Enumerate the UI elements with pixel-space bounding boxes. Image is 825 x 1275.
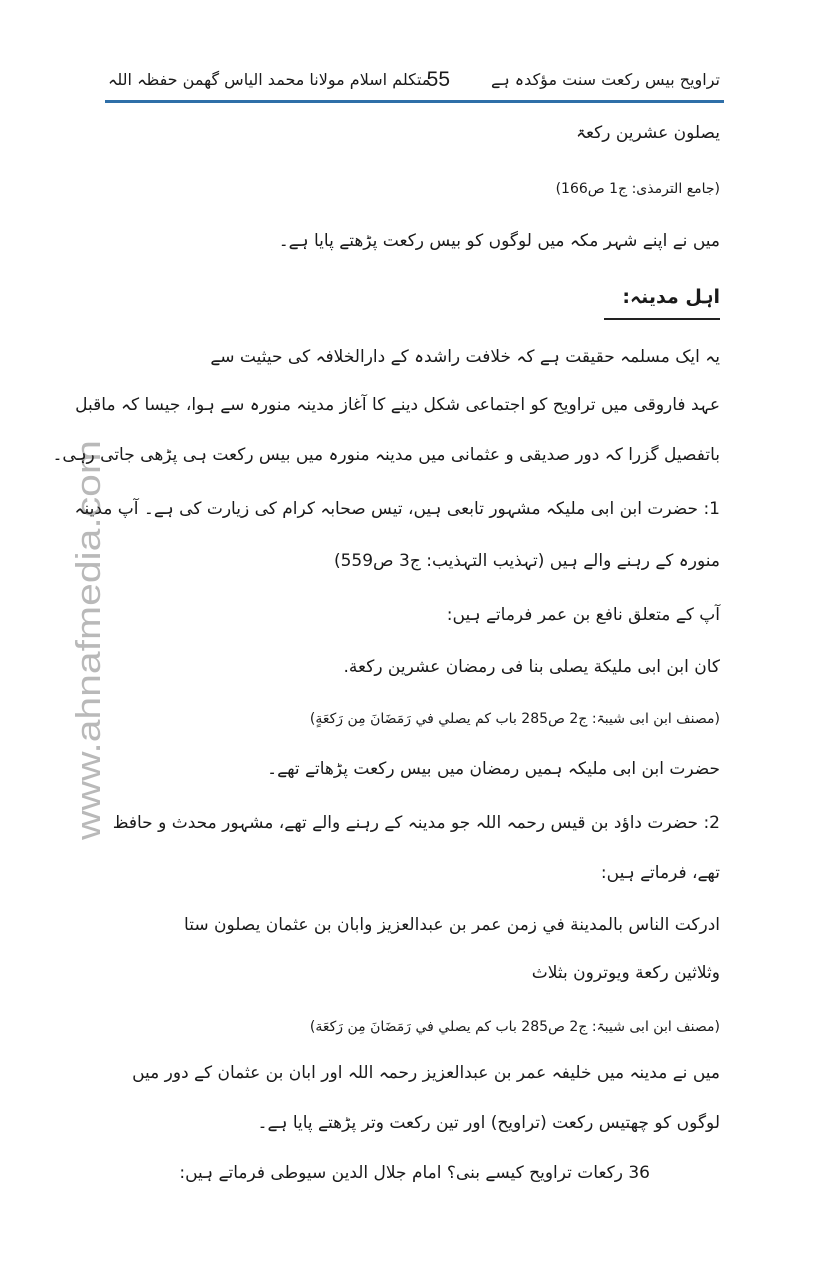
section-heading: اہل مدینہ: bbox=[622, 286, 720, 308]
watermark-text: www.ahnafmedia.com bbox=[70, 507, 108, 840]
reference: (جامع الترمذی: ج1 ص166) bbox=[555, 181, 720, 197]
paragraph-line: تھے، فرماتے ہیں: bbox=[600, 863, 720, 883]
arabic-text: ادركت الناس بالمدينة في زمن عمر بن عبدالعزيز وابان بن عثمان يصلون ستا bbox=[184, 915, 720, 935]
arabic-text: وثلاثين ركعة ويوترون بثلاث bbox=[531, 963, 720, 983]
reference: (مصنف ابن ابی شیبۃ: ج2 ص285 باب كم يصلي في رَمَضَانَ مِن رَكعَة) bbox=[309, 1019, 720, 1035]
paragraph-line: لوگوں کو چھتیس رکعت (تراویح) اور تین رکعت وتر پڑھتے پایا ہے۔ bbox=[257, 1113, 720, 1133]
paragraph-line: میں نے مدینہ میں خلیفہ عمر بن عبدالعزیز رحمہ اللہ اور ابان بن عثمان کے دور میں bbox=[132, 1063, 720, 1083]
running-header bbox=[108, 62, 720, 102]
paragraph-line: آپ کے متعلق نافع بن عمر فرماتے ہیں: bbox=[446, 605, 720, 625]
arabic-text: كان ابن ابی ملیكة يصلی بنا فی رمضان عشرين ركعة. bbox=[343, 657, 720, 677]
paragraph-line: عہد فاروقی میں تراویح کو اجتماعی شکل دینے کا آغاز مدینہ منورہ سے ہوا، جیسا کہ ماقبل bbox=[75, 395, 720, 415]
paragraph-line: 2: حضرت داؤد بن قیس رحمہ اللہ جو مدینہ کے رہنے والے تھے، مشہور محدث و حافظ bbox=[112, 813, 720, 833]
paragraph-line: 1: حضرت ابن ابی ملیکہ مشہور تابعی ہیں، تیس صحابہ کرام کی زیارت کی ہے۔ آپ مدینہ bbox=[74, 499, 720, 519]
paragraph-line: منورہ کے رہنے والے ہیں (تہذیب التہذیب: ج3 ص559) bbox=[333, 551, 720, 571]
paragraph-line: حضرت ابن ابی ملیکہ ہمیں رمضان میں بیس رکعت پڑھاتے تھے۔ bbox=[267, 759, 720, 779]
paragraph-line: 36 رکعات تراویح کیسے بنی؟ امام جلال الدین سیوطی فرماتے ہیں: bbox=[179, 1163, 650, 1183]
paragraph-line: باتفصیل گزرا کہ دور صدیقی و عثمانی میں مدینہ منورہ میں بیس رکعت ہی پڑھی جاتی رہی۔ bbox=[52, 445, 720, 465]
header-rule bbox=[105, 100, 724, 103]
heading-underline bbox=[604, 318, 720, 320]
paragraph-line: میں نے اپنے شہر مکہ میں لوگوں کو بیس رکعت پڑھتے پایا ہے۔ bbox=[278, 231, 720, 251]
author-name: متکلم اسلام مولانا محمد الیاس گھمن حفظہ اللہ bbox=[108, 70, 431, 89]
arabic-text: یصلون عشرین رکعۃ bbox=[575, 123, 720, 143]
reference: (مصنف ابن ابی شیبۃ: ج2 ص285 باب كم يصلي في رَمَضَانَ مِن رَكعَةٍ) bbox=[309, 711, 720, 727]
book-title: تراویح بیس رکعت سنت مؤکدہ ہے bbox=[490, 70, 720, 89]
paragraph-line: یہ ایک مسلمہ حقیقت ہے کہ خلافت راشدہ کے دارالخلافہ کی حیثیت سے bbox=[210, 347, 720, 367]
page-number: 55 bbox=[426, 68, 450, 91]
